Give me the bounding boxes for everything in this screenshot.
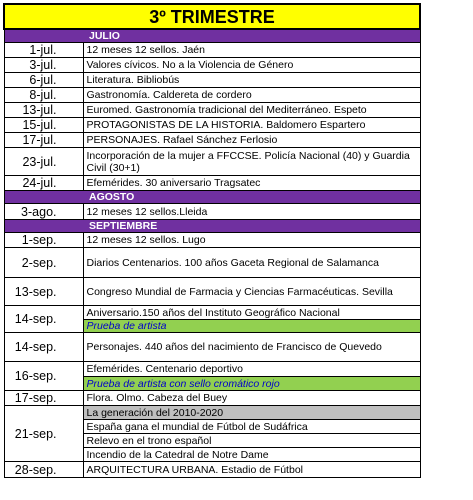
- desc-cell: Personajes. 440 años del nacimiento de Francisco de Quevedo: [83, 333, 420, 362]
- date-cell: 1-sep.: [4, 233, 83, 248]
- table-row: [4, 248, 420, 278]
- group-cell: La generación del 2010-2020: [83, 406, 420, 420]
- date-cell: 17-jul.: [4, 133, 83, 148]
- desc-cell: Flora. Olmo. Cabeza del Buey: [83, 391, 420, 406]
- date-cell: 16-sep.: [4, 362, 83, 391]
- note-text: Prueba de artista: [86, 320, 167, 332]
- date-cell: 3-jul.: [4, 58, 83, 73]
- note-text: Prueba de artista con sello cromático rojo: [86, 377, 280, 390]
- page-title: 3º TRIMESTRE: [4, 4, 420, 29]
- table-row: [4, 391, 420, 406]
- date-cell: 1-jul.: [4, 43, 83, 58]
- desc-cell: 12 meses 12 sellos. Jaén: [83, 43, 420, 58]
- date-cell: 21-sep.: [4, 406, 83, 462]
- desc-cell: Diarios Centenarios. 100 años Gaceta Regional de Salamanca: [83, 248, 420, 278]
- date-cell: 28-sep.: [4, 462, 83, 478]
- month-label: SEPTIEMBRE: [83, 220, 420, 233]
- table-row: [4, 233, 420, 248]
- desc-cell: ARQUITECTURA URBANA. Estadio de Fútbol: [83, 462, 420, 478]
- date-cell: 15-jul.: [4, 118, 83, 133]
- date-cell: 14-sep.: [4, 306, 83, 333]
- table-row: [4, 133, 420, 148]
- desc-cell: Congreso Mundial de Farmacia y Ciencias Farmacéuticas. Sevilla: [83, 278, 420, 306]
- month-label: AGOSTO: [83, 191, 420, 204]
- table-row: [4, 118, 420, 133]
- date-cell: 6-jul.: [4, 73, 83, 88]
- date-cell: 13-sep.: [4, 278, 83, 306]
- table-row: [4, 406, 420, 420]
- title-row: [4, 4, 420, 29]
- desc-cell: PERSONAJES. Rafael Sánchez Ferlosio: [83, 133, 420, 148]
- desc-cell: Efemérides. Centenario deportivo: [83, 362, 420, 377]
- calendar-table: [3, 3, 421, 478]
- date-cell: 3-ago.: [4, 204, 83, 220]
- desc-cell: Valores cívicos. No a la Violencia de Género: [83, 58, 420, 73]
- desc-cell: Literatura. Bibliobús: [83, 73, 420, 88]
- table-row: [4, 88, 420, 103]
- note-cell: [83, 320, 420, 333]
- desc-cell: 12 meses 12 sellos. Lugo: [83, 233, 420, 248]
- desc-cell: Incorporación de la mujer a FFCCSE. Policía Nacional (40) y Guardia Civil (30+1): [83, 148, 420, 176]
- table-row: [4, 306, 420, 320]
- month-row-septiembre: [4, 220, 420, 233]
- desc-cell: Aniversario.150 años del Instituto Geográfico Nacional: [83, 306, 420, 320]
- date-cell: 24-jul.: [4, 176, 83, 191]
- table-row: [4, 103, 420, 118]
- date-cell: 14-sep.: [4, 333, 83, 362]
- table-row: [4, 462, 420, 478]
- table-row: [4, 148, 420, 176]
- table-row: [4, 333, 420, 362]
- date-cell: 8-jul.: [4, 88, 83, 103]
- month-row-agosto: [4, 191, 420, 204]
- note-cell: [83, 377, 420, 391]
- desc-cell: Euromed. Gastronomía tradicional del Mediterráneo. Espeto: [83, 103, 420, 118]
- table-row: [4, 73, 420, 88]
- table-row: [4, 176, 420, 191]
- table-row: [4, 43, 420, 58]
- date-cell: 13-jul.: [4, 103, 83, 118]
- desc-cell: Relevo en el trono español: [83, 434, 420, 448]
- month-row-julio: [4, 29, 420, 43]
- date-cell: 2-sep.: [4, 248, 83, 278]
- desc-cell: Efemérides. 30 aniversario Tragsatec: [83, 176, 420, 191]
- table-row: [4, 362, 420, 377]
- table-row: [4, 278, 420, 306]
- month-label: JULIO: [83, 29, 420, 43]
- date-cell: 23-jul.: [4, 148, 83, 176]
- date-cell: 17-sep.: [4, 391, 83, 406]
- desc-cell: Gastronomía. Caldereta de cordero: [83, 88, 420, 103]
- desc-cell: España gana el mundial de Fútbol de Sudáfrica: [83, 420, 420, 434]
- table-row: [4, 204, 420, 220]
- table-row: [4, 58, 420, 73]
- desc-cell: Incendio de la Catedral de Notre Dame: [83, 448, 420, 462]
- desc-cell: PROTAGONISTAS DE LA HISTORIA. Baldomero Espartero: [83, 118, 420, 133]
- desc-cell: 12 meses 12 sellos.Lleida: [83, 204, 420, 220]
